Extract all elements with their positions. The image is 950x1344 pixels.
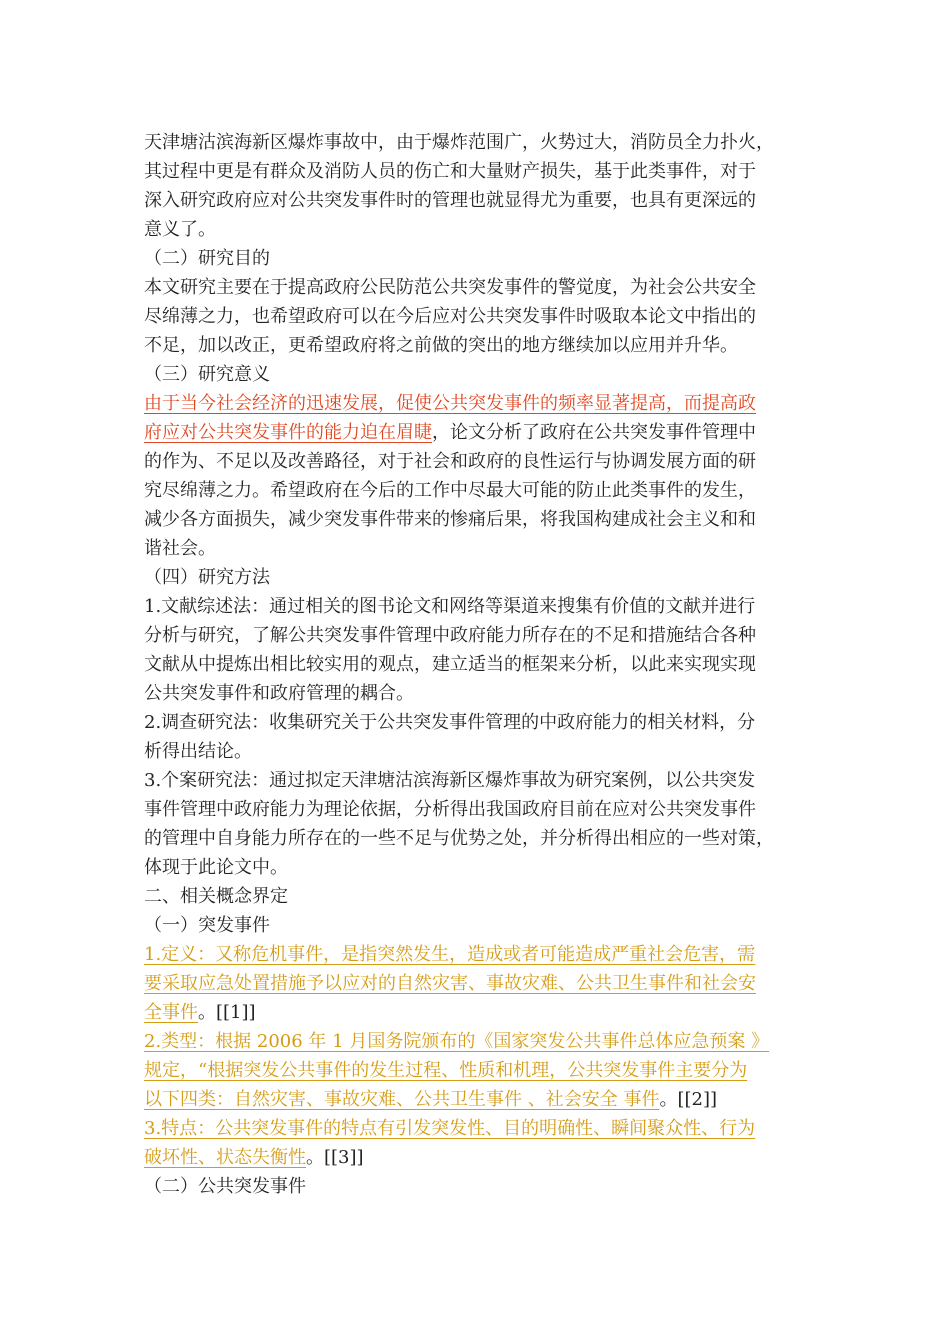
text-line <box>144 998 816 1027</box>
text-line: 不足，加以改正，更希望政府将之前做的突出的地方继续加以应用并升华。 <box>144 335 738 356</box>
highlighted-link-text[interactable]: 全事件 <box>144 1002 198 1023</box>
text-line <box>144 940 816 969</box>
heading-research-significance: （三）研究意义 <box>144 364 270 385</box>
text-line: 其过程中更是有群众及消防人员的伤亡和大量财产损失，基于此类事件，对于 <box>144 161 756 182</box>
text-line: 天津塘沽滨海新区爆炸事故中，由于爆炸范围广，火势过大，消防员全力扑火， <box>144 132 774 153</box>
item-definition <box>144 940 816 1027</box>
method-literature-review <box>144 592 816 708</box>
highlighted-link-text[interactable]: 1.定义：又称危机事件，是指突然发生，造成或者可能造成严重社会危害，需 <box>144 944 756 965</box>
highlighted-link-text[interactable]: 以下四类：自然灾害、事故灾难、公共卫生事件 、社会安全 事件 <box>144 1089 660 1110</box>
text-line <box>144 418 816 447</box>
text-line: 1.文献综述法：通过相关的图书论文和网络等渠道来搜集有价值的文献并进行 <box>144 596 756 617</box>
text-line: 的作为、不足以及改善路径，对于社会和政府的良性运行与协调发展方面的研 <box>144 451 756 472</box>
text-segment: ，论文分析了政府在公共突发事件管理中 <box>432 422 756 443</box>
text-line: 文献从中提炼出相比较实用的观点，建立适当的框架来分析，以此来实现实现 <box>144 654 756 675</box>
text-line: 意义了。 <box>144 219 216 240</box>
text-line: 谐社会。 <box>144 538 216 559</box>
text-line: 深入研究政府应对公共突发事件时的管理也就显得尤为重要，也具有更深远的 <box>144 190 756 211</box>
paragraph-significance <box>144 389 816 563</box>
text-line <box>144 1114 816 1143</box>
highlighted-link-text[interactable]: 由于当今社会经济的迅速发展，促使公共突发事件的频率显著提高，而提高政 <box>144 393 756 414</box>
citation-reference[interactable]: 。[[1]] <box>198 1002 256 1023</box>
paragraph-purpose <box>144 273 816 360</box>
highlighted-link-text[interactable]: 破坏性、状态失衡性 <box>144 1147 306 1168</box>
highlighted-link-text[interactable]: 规定，“根据突发公共事件的发生过程、性质和机理，公共突发事件主要分为 <box>144 1060 748 1081</box>
method-case-study <box>144 766 816 882</box>
text-line: 体现于此论文中。 <box>144 857 288 878</box>
highlighted-link-text[interactable]: 3.特点：公共突发事件的特点有引发突发性、目的明确性、瞬间聚众性、行为 <box>144 1118 756 1139</box>
heading-research-methods: （四）研究方法 <box>144 567 270 588</box>
heading-public-emergency-events: （二）公共突发事件 <box>144 1176 306 1197</box>
text-line <box>144 1056 816 1085</box>
text-line: 本文研究主要在于提高政府公民防范公共突发事件的警觉度，为社会公共安全 <box>144 277 756 298</box>
heading-research-purpose: （二）研究目的 <box>144 248 270 269</box>
highlighted-link-text[interactable]: 2.类型：根据 2006 年 1 月国务院颁布的《国家突发公共事件总体应急预案 》 <box>144 1031 770 1052</box>
text-line: 析得出结论。 <box>144 741 252 762</box>
text-line: 减少各方面损失，减少突发事件带来的惨痛后果，将我国构建成社会主义和和 <box>144 509 756 530</box>
document-page <box>144 128 816 1201</box>
text-line: 2.调查研究法：收集研究关于公共突发事件管理的中政府能力的相关材料，分 <box>144 712 756 733</box>
item-features <box>144 1114 816 1172</box>
method-survey <box>144 708 816 766</box>
text-line: 的管理中自身能力所存在的一些不足与优势之处，并分析得出相应的一些对策， <box>144 828 774 849</box>
text-line: 究尽绵薄之力。希望政府在今后的工作中尽最大可能的防止此类事件的发生， <box>144 480 756 501</box>
text-line: 3.个案研究法：通过拟定天津塘沽滨海新区爆炸事故为研究案例，以公共突发 <box>144 770 756 791</box>
heading-emergency-events: （一）突发事件 <box>144 915 270 936</box>
text-line <box>144 1143 816 1172</box>
text-line <box>144 389 816 418</box>
item-types <box>144 1027 816 1114</box>
text-line: 事件管理中政府能力为理论依据，分析得出我国政府目前在应对公共突发事件 <box>144 799 756 820</box>
highlighted-link-text[interactable]: 要采取应急处置措施予以应对的自然灾害、事故灾难、公共卫生事件和社会安 <box>144 973 756 994</box>
text-line: 尽绵薄之力，也希望政府可以在今后应对公共突发事件时吸取本论文中指出的 <box>144 306 756 327</box>
text-line <box>144 1027 816 1056</box>
citation-reference[interactable]: 。[[3]] <box>306 1147 364 1168</box>
text-line: 分析与研究，了解公共突发事件管理中政府能力所存在的不足和措施结合各种 <box>144 625 756 646</box>
text-line <box>144 1085 816 1114</box>
text-line <box>144 969 816 998</box>
text-line: 公共突发事件和政府管理的耦合。 <box>144 683 414 704</box>
heading-related-concepts: 二、相关概念界定 <box>144 886 288 907</box>
paragraph-background <box>144 128 816 244</box>
citation-reference[interactable]: 。[[2]] <box>659 1089 717 1110</box>
highlighted-link-text[interactable]: 府应对公共突发事件的能力迫在眉睫 <box>144 422 432 443</box>
